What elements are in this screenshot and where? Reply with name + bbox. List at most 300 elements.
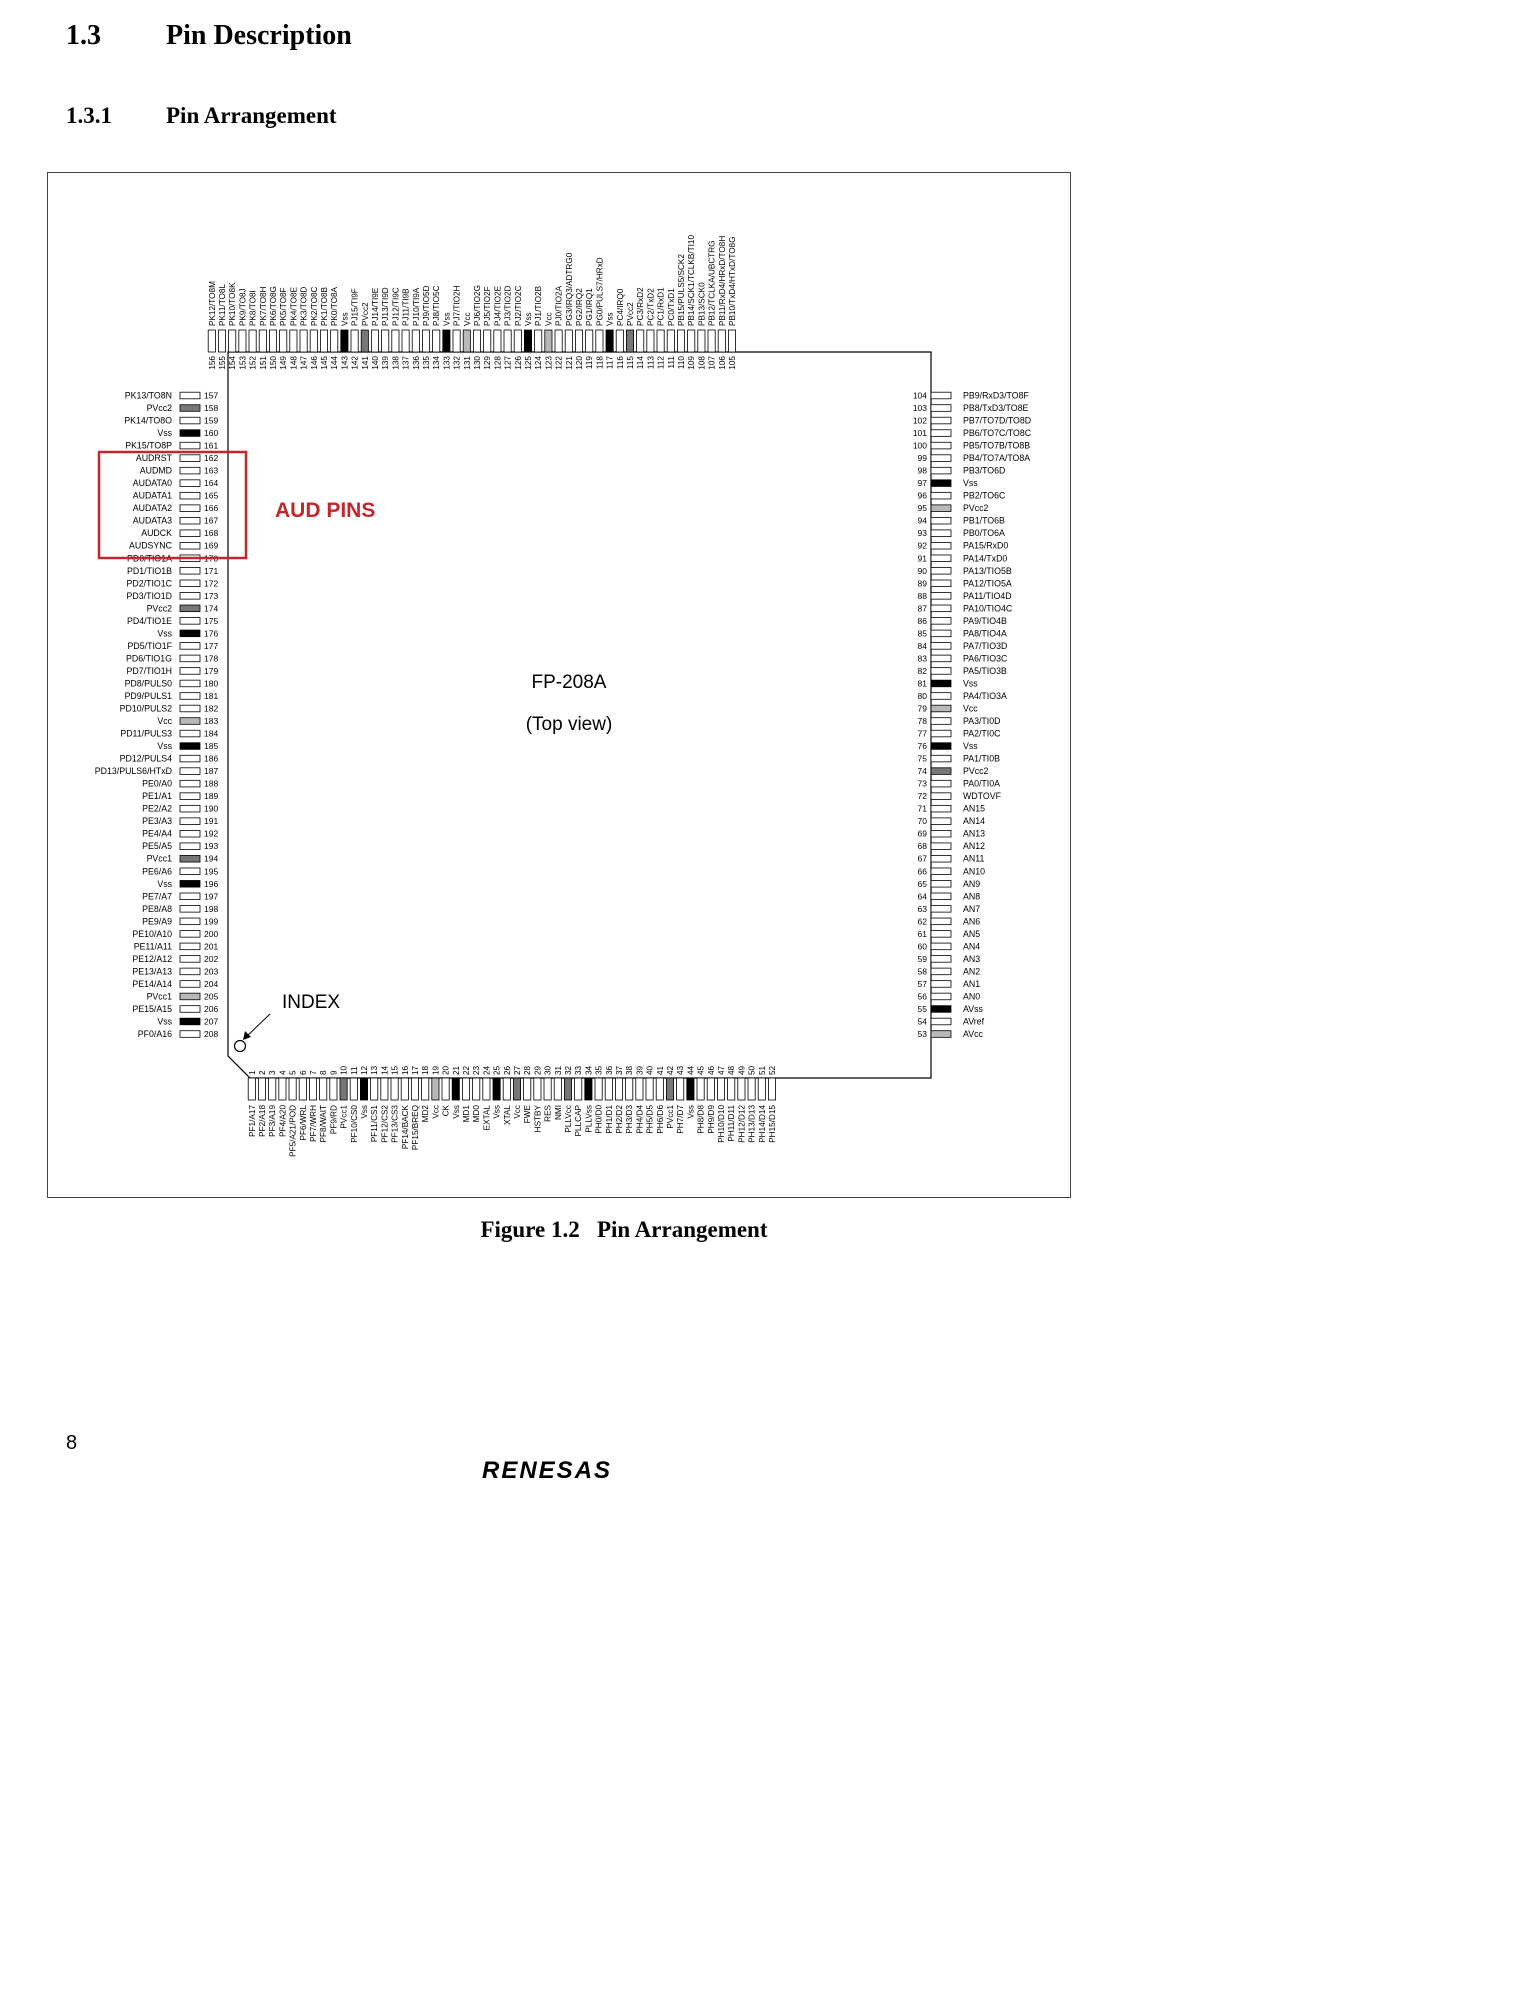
pin-135-number: 135 — [422, 356, 431, 370]
pin-32-name-pllvcc: PLLVcc — [564, 1105, 573, 1133]
pin-63-number: 63 — [917, 903, 927, 914]
pin-91-number: 91 — [917, 553, 927, 564]
pin-102-name-pb7-to7d-to8d: PB7/TO7D/TO8D — [963, 415, 1032, 426]
pin-153-lead — [239, 330, 246, 352]
pin-165-number: 165 — [204, 490, 219, 501]
pin-76-name-vss: Vss — [963, 741, 978, 752]
pin-36-lead — [605, 1078, 612, 1100]
pin-161-number: 161 — [204, 440, 219, 451]
pin-139-number: 139 — [381, 356, 391, 370]
pin-50-lead — [748, 1078, 755, 1100]
pin-69-number: 69 — [917, 828, 927, 839]
pin-121-name-pg3-irq3-adtrg0: PG3/IRQ3/ADTRG0 — [564, 252, 574, 326]
pin-130-name-pj6-tio2g: PJ6/TIO2G — [473, 285, 482, 326]
pin-80-lead — [931, 693, 951, 700]
pin-85-number: 85 — [917, 628, 927, 639]
pin-138-number: 138 — [391, 356, 401, 370]
pin-28-name-fwe: FWE — [523, 1105, 533, 1124]
pin-206-number: 206 — [204, 1003, 219, 1014]
pin-74-lead — [931, 768, 951, 775]
pin-40-number: 40 — [645, 1065, 655, 1075]
pin-120-lead — [575, 330, 582, 352]
pin-87-number: 87 — [917, 603, 927, 614]
pin-82-lead — [931, 668, 951, 675]
pin-12-lead — [360, 1078, 367, 1100]
pin-123-name-vcc: Vcc — [544, 312, 554, 326]
pin-2-lead — [258, 1078, 265, 1100]
pin-53-number: 53 — [917, 1029, 927, 1040]
pin-8-name-pf8-wait: PF8/WAIT — [319, 1105, 329, 1143]
pin-140-lead — [371, 330, 378, 352]
pin-146-lead — [310, 330, 317, 352]
pin-1-lead — [248, 1078, 255, 1100]
pin-87-name-pa10-tio4c: PA10/TIO4C — [963, 603, 1013, 614]
pin-164-number: 164 — [204, 478, 219, 489]
pin-168-number: 168 — [204, 528, 219, 539]
pin-207-number: 207 — [204, 1016, 219, 1027]
pin-8-lead — [320, 1078, 327, 1100]
section-number: 1.3 — [66, 20, 101, 51]
pin-84-lead — [931, 643, 951, 650]
section-title: Pin Description — [166, 20, 352, 51]
pin-191-lead — [180, 818, 200, 825]
pin-32-number: 32 — [564, 1065, 573, 1075]
pin-133-number: 133 — [442, 356, 452, 370]
pin-30-name-res: RES — [543, 1105, 553, 1122]
pin-51-name-ph14-d14: PH14/D14 — [757, 1105, 767, 1143]
pin-114-name-pc3-rxd2: PC3/RxD2 — [636, 287, 646, 326]
pin-26-number: 26 — [502, 1065, 512, 1075]
pin-207-lead — [180, 1018, 200, 1025]
pin-132-lead — [453, 330, 460, 352]
pin-197-name-pe7-a7: PE7/A7 — [142, 891, 172, 902]
pin-102-number: 102 — [912, 415, 927, 426]
pin-162-number: 162 — [204, 453, 219, 464]
pin-180-lead — [180, 680, 200, 687]
pin-39-lead — [636, 1078, 643, 1100]
pin-78-number: 78 — [917, 716, 927, 727]
pin-75-number: 75 — [917, 753, 927, 764]
pin-124-name-pj1-tio2b: PJ1/TIO2B — [534, 285, 544, 326]
pin-129-number: 129 — [483, 356, 493, 370]
pin-17-lead — [411, 1078, 418, 1100]
pin-175-lead — [180, 618, 200, 625]
pin-98-number: 98 — [917, 465, 927, 476]
pin-196-number: 196 — [204, 878, 219, 889]
pin-119-name-pg1-irq1: PG1/IRQ1 — [585, 288, 595, 326]
pin-160-number: 160 — [204, 428, 219, 439]
pin-90-name-pa13-tio5b: PA13/TIO5B — [963, 565, 1012, 576]
pin-97-lead — [931, 480, 951, 487]
pin-92-number: 92 — [917, 540, 927, 551]
pin-133-name-vss: Vss — [442, 312, 452, 326]
pin-9-lead — [330, 1078, 337, 1100]
pin-187-number: 187 — [204, 766, 219, 777]
pin-133-lead — [443, 330, 450, 352]
pin-159-number: 159 — [204, 415, 219, 426]
pin-152-number: 152 — [248, 356, 258, 370]
pin-156-lead — [208, 330, 215, 352]
pin-199-name-pe9-a9: PE9/A9 — [142, 916, 172, 927]
pin-53-name-avcc: AVcc — [963, 1029, 983, 1040]
pin-129-lead — [484, 330, 491, 352]
pin-47-number: 47 — [717, 1065, 726, 1075]
pin-41-lead — [656, 1078, 663, 1100]
pin-190-lead — [180, 805, 200, 812]
pin-144-name-pk0-to8a: PK0/TO8A — [330, 287, 340, 326]
pin-171-number: 171 — [204, 565, 219, 576]
pin-45-lead — [697, 1078, 704, 1100]
pin-91-name-pa14-txd0: PA14/TxD0 — [963, 553, 1008, 564]
pin-160-name-vss: Vss — [157, 428, 172, 439]
pin-102-lead — [931, 417, 951, 424]
pin-82-name-pa5-tio3b: PA5/TIO3B — [963, 665, 1007, 676]
pin-185-number: 185 — [204, 741, 219, 752]
pin-205-number: 205 — [204, 991, 219, 1002]
pin-39-number: 39 — [635, 1065, 645, 1075]
pin-131-lead — [463, 330, 470, 352]
pin-129-name-pj5-tio2f: PJ5/TIO2F — [483, 286, 493, 326]
pin-128-name-pj4-tio2e: PJ4/TIO2E — [493, 285, 503, 326]
pin-178-number: 178 — [204, 653, 219, 664]
renesas-logo — [482, 1455, 642, 1490]
pin-195-name-pe6-a6: PE6/A6 — [142, 866, 172, 877]
pin-82-number: 82 — [917, 665, 927, 676]
pin-95-lead — [931, 505, 951, 512]
pin-44-name-vss: Vss — [686, 1105, 696, 1119]
pin-37-lead — [615, 1078, 622, 1100]
pin-149-lead — [280, 330, 287, 352]
pin-101-name-pb6-to7c-to8c: PB6/TO7C/TO8C — [963, 428, 1032, 439]
pin-109-name-pb14-sck1-tclkb-ti10: PB14/SCK1/TCLKB/TI10 — [687, 234, 697, 326]
pin-122-name-pj0-tio2a: PJ0/TIO2A — [554, 285, 564, 326]
pin-26-name-xtal: XTAL — [502, 1105, 512, 1125]
pin-169-lead — [180, 542, 200, 549]
pin-147-number: 147 — [299, 356, 309, 370]
section-heading — [66, 20, 352, 52]
pin-9-number: 9 — [329, 1070, 339, 1075]
pin-156-number: 156 — [207, 356, 217, 370]
pin-117-lead — [606, 330, 613, 352]
pin-71-lead — [931, 805, 951, 812]
pin-67-number: 67 — [917, 853, 927, 864]
pin-80-number: 80 — [917, 690, 927, 701]
pin-32-lead — [564, 1078, 571, 1100]
pin-186-number: 186 — [204, 753, 219, 764]
pin-148-lead — [290, 330, 297, 352]
pin-116-lead — [616, 330, 623, 352]
pin-64-name-an8: AN8 — [963, 891, 981, 902]
pin-175-name-pd4-tio1e: PD4/TIO1E — [127, 615, 172, 626]
figure-caption-title: Pin Arrangement — [596, 1217, 768, 1242]
pin-181-name-pd9-puls1: PD9/PULS1 — [124, 690, 172, 701]
pin-1-name-pf1-a17: PF1/A17 — [247, 1105, 257, 1137]
pin-187-name-pd13-puls6-htxd: PD13/PULS6/HTxD — [94, 766, 172, 777]
pin-141-lead — [361, 330, 368, 352]
pin-3-lead — [269, 1078, 276, 1100]
pin-42-name-pvcc1: PVcc1 — [666, 1105, 675, 1129]
pin-4-number: 4 — [278, 1070, 288, 1075]
pin-5-name-pf5-a21-pod: PF5/A21/POD — [288, 1105, 298, 1157]
pin-20-number: 20 — [441, 1065, 451, 1075]
pin-65-lead — [931, 880, 951, 887]
pin-33-name-pllcap: PLLCAP — [574, 1105, 584, 1137]
pin-12-number: 12 — [360, 1065, 369, 1075]
pin-175-number: 175 — [204, 615, 219, 626]
pin-103-name-pb8-txd3-to8e: PB8/TxD3/TO8E — [963, 403, 1029, 414]
pin-42-lead — [666, 1078, 673, 1100]
pin-112-number: 112 — [656, 356, 666, 370]
pin-25-lead — [493, 1078, 500, 1100]
pin-158-number: 158 — [204, 403, 219, 414]
pin-150-name-pk6-to8g: PK6/TO8G — [269, 286, 278, 326]
pin-65-number: 65 — [917, 878, 927, 889]
pin-118-name-pg0-puls7-hrxd: PG0/PULS7/HRxD — [595, 257, 605, 326]
pin-48-number: 48 — [727, 1065, 737, 1075]
pin-29-lead — [534, 1078, 541, 1100]
pin-39-name-ph4-d4: PH4/D4 — [635, 1105, 645, 1134]
pin-13-number: 13 — [370, 1065, 380, 1075]
pin-124-number: 124 — [534, 356, 544, 370]
pin-115-lead — [626, 330, 633, 352]
pin-6-name-pf6-wrl: PF6/WRL — [298, 1105, 308, 1141]
pin-166-lead — [180, 505, 200, 512]
pin-33-lead — [575, 1078, 582, 1100]
pin-62-lead — [931, 918, 951, 925]
pin-112-name-pc1-rxd1: PC1/RxD1 — [656, 287, 666, 326]
pin-68-lead — [931, 843, 951, 850]
figure-caption-label: Figure 1.2 — [480, 1217, 580, 1242]
pin-142-name-pj15-ti9f: PJ15/TI9F — [350, 288, 360, 326]
pin-54-name-avref: AVref — [963, 1016, 985, 1027]
pin-168-name-audck: AUDCK — [141, 528, 172, 539]
pin-186-name-pd12-puls4: PD12/PULS4 — [119, 753, 172, 764]
pin-6-number: 6 — [298, 1070, 308, 1075]
pin-48-name-ph11-d11: PH11/D11 — [727, 1105, 737, 1142]
pin-116-number: 116 — [615, 356, 625, 370]
pin-41-number: 41 — [655, 1065, 665, 1075]
pin-198-name-pe8-a8: PE8/A8 — [142, 903, 172, 914]
pin-60-lead — [931, 943, 951, 950]
pin-143-number: 143 — [340, 356, 350, 370]
pin-20-lead — [442, 1078, 449, 1100]
pin-171-name-pd1-tio1b: PD1/TIO1B — [127, 565, 172, 576]
pin-170-name-pd0-tio1a: PD0/TIO1A — [127, 553, 172, 564]
pin-66-name-an10: AN10 — [963, 866, 986, 877]
pin-74-name-pvcc2: PVcc2 — [963, 766, 989, 777]
pin-191-number: 191 — [204, 816, 219, 827]
pin-204-lead — [180, 981, 200, 988]
pin-55-lead — [931, 1006, 951, 1013]
pin-109-lead — [688, 330, 695, 352]
pin-58-name-an2: AN2 — [963, 966, 981, 977]
pin-134-name-pj8-tio5c: PJ8/TIO5C — [432, 285, 442, 326]
pin-28-lead — [524, 1078, 531, 1100]
pin-192-number: 192 — [204, 828, 219, 839]
pin-137-name-pj11-ti9b: PJ11/TI9B — [401, 288, 411, 326]
pin-55-number: 55 — [917, 1003, 927, 1014]
pin-93-lead — [931, 530, 951, 537]
pin-29-number: 29 — [533, 1065, 543, 1075]
pin-115-name-pvcc2: PVcc2 — [626, 302, 635, 326]
pin-121-lead — [565, 330, 572, 352]
pin-83-name-pa6-tio3c: PA6/TIO3C — [963, 653, 1008, 664]
pin-4-name-pf4-a20: PF4/A20 — [278, 1105, 288, 1137]
pin-145-lead — [320, 330, 327, 352]
pin-86-lead — [931, 618, 951, 625]
pin-109-number: 109 — [687, 356, 697, 370]
pin-70-name-an14: AN14 — [963, 816, 986, 827]
pin-89-lead — [931, 580, 951, 587]
pin-177-lead — [180, 643, 200, 650]
pin-30-number: 30 — [543, 1065, 553, 1075]
pin-164-lead — [180, 480, 200, 487]
pin-56-number: 56 — [917, 991, 927, 1002]
pin-76-number: 76 — [917, 741, 927, 752]
pin-11-name-pf10-cs0: PF10/CS0 — [349, 1105, 359, 1143]
pin-149-name-pk5-to8f: PK5/TO8F — [279, 287, 289, 326]
pin-15-number: 15 — [390, 1065, 400, 1075]
renesas-logo-text: RENESAS — [482, 1457, 613, 1484]
pin-88-name-pa11-tio4d: PA11/TIO4D — [963, 590, 1012, 601]
pin-79-name-vcc: Vcc — [963, 703, 978, 714]
pin-174-name-pvcc2: PVcc2 — [146, 603, 172, 614]
pin-103-lead — [931, 405, 951, 412]
pin-126-number: 126 — [513, 356, 523, 370]
pin-159-lead — [180, 417, 200, 424]
pin-132-number: 132 — [452, 356, 462, 370]
pin-196-name-vss: Vss — [157, 878, 172, 889]
pin-13-name-pf11-cs1: PF11/CS1 — [370, 1105, 380, 1143]
pin-79-lead — [931, 705, 951, 712]
pin-77-name-pa2-ti0c: PA2/TI0C — [963, 728, 1001, 739]
pin-198-number: 198 — [204, 903, 219, 914]
pin-60-name-an4: AN4 — [963, 941, 981, 952]
pin-112-lead — [657, 330, 664, 352]
pin-45-number: 45 — [696, 1065, 706, 1075]
pin-58-number: 58 — [917, 966, 927, 977]
pin-117-number: 117 — [605, 356, 615, 370]
pin-190-number: 190 — [204, 803, 219, 814]
pin-2-name-pf2-a18: PF2/A18 — [258, 1105, 267, 1137]
pin-114-lead — [637, 330, 644, 352]
pin-44-number: 44 — [686, 1065, 696, 1075]
pin-78-lead — [931, 718, 951, 725]
pin-86-number: 86 — [917, 615, 927, 626]
pin-61-number: 61 — [917, 928, 927, 939]
pin-104-lead — [931, 392, 951, 399]
pin-27-lead — [513, 1078, 520, 1100]
pin-9-name-pf9-rd: PF9/RD — [329, 1105, 339, 1135]
pin-157-name-pk13-to8n: PK13/TO8N — [124, 390, 172, 401]
pin-31-name-nmi: NMI — [553, 1105, 563, 1121]
pin-167-lead — [180, 517, 200, 524]
pin-149-number: 149 — [279, 356, 289, 370]
pin-141-number: 141 — [360, 356, 370, 370]
pin-143-lead — [341, 330, 348, 352]
pin-21-lead — [452, 1078, 459, 1100]
pin-55-name-avss: AVss — [963, 1003, 983, 1014]
pin-70-lead — [931, 818, 951, 825]
pin-123-lead — [545, 330, 552, 352]
pin-111-number: 111 — [666, 356, 676, 369]
pin-81-number: 81 — [917, 678, 927, 689]
pin-174-number: 174 — [204, 603, 219, 614]
pin-185-name-vss: Vss — [157, 741, 172, 752]
pin-136-lead — [412, 330, 419, 352]
pin-100-name-pb5-to7b-to8b: PB5/TO7B/TO8B — [963, 440, 1031, 451]
pin-152-name-pk8-to8i: PK8/TO8I — [248, 290, 258, 326]
pin-93-number: 93 — [917, 528, 927, 539]
pin-44-lead — [687, 1078, 694, 1100]
pin-45-name-ph8-d8: PH8/D8 — [696, 1105, 706, 1134]
pin-3-number: 3 — [268, 1070, 278, 1075]
pin-198-lead — [180, 906, 200, 913]
pin-65-name-an9: AN9 — [963, 878, 981, 889]
pin-153-name-pk9-to8j: PK9/TO8J — [238, 288, 248, 326]
pin-24-number: 24 — [482, 1065, 492, 1075]
pin-147-lead — [300, 330, 307, 352]
pin-189-name-pe1-a1: PE1/A1 — [142, 791, 172, 802]
pin-50-name-ph13-d13: PH13/D13 — [747, 1105, 757, 1143]
pin-67-name-an11: AN11 — [963, 853, 985, 864]
pin-59-lead — [931, 956, 951, 963]
pin-49-number: 49 — [737, 1065, 747, 1075]
pin-92-lead — [931, 542, 951, 549]
pin-136-name-pj10-ti9a: PJ10/TI9A — [411, 287, 421, 326]
pin-192-name-pe4-a4: PE4/A4 — [142, 828, 172, 839]
pin-54-lead — [931, 1018, 951, 1025]
pin-64-lead — [931, 893, 951, 900]
pin-163-name-audmd: AUDMD — [139, 465, 172, 476]
pin-48-lead — [728, 1078, 735, 1100]
pin-73-name-pa0-ti0a: PA0/TI0A — [963, 778, 1000, 789]
pin-80-name-pa4-tio3a: PA4/TIO3A — [963, 690, 1007, 701]
pin-137-lead — [402, 330, 409, 352]
pin-172-number: 172 — [204, 578, 219, 589]
pin-35-number: 35 — [594, 1065, 604, 1075]
pin-62-name-an6: AN6 — [963, 916, 981, 927]
pin-115-number: 115 — [626, 356, 635, 370]
pin-97-number: 97 — [917, 478, 927, 489]
pin-34-lead — [585, 1078, 592, 1100]
pins-left-column — [95, 391, 219, 1040]
pin-150-number: 150 — [269, 356, 278, 370]
pin-92-name-pa15-rxd0: PA15/RxD0 — [963, 540, 1009, 551]
pin-81-lead — [931, 680, 951, 687]
pin-201-name-pe11-a11: PE11/A11 — [133, 941, 172, 952]
pin-43-name-ph7-d7: PH7/D7 — [676, 1105, 686, 1134]
pin-69-name-an13: AN13 — [963, 828, 986, 839]
pin-5-lead — [289, 1078, 296, 1100]
pin-68-name-an12: AN12 — [963, 841, 986, 852]
subsection-title: Pin Arrangement — [166, 103, 337, 128]
pin-113-name-pc2-txd2: PC2/TxD2 — [646, 288, 656, 326]
pin-24-lead — [483, 1078, 490, 1100]
pin-127-number: 127 — [503, 356, 513, 370]
pin-141-name-pvcc2: PVcc2 — [360, 302, 370, 326]
pin-205-lead — [180, 993, 200, 1000]
pin-14-number: 14 — [380, 1065, 390, 1075]
pin-162-lead — [180, 455, 200, 462]
pin-181-lead — [180, 693, 200, 700]
pin-99-name-pb4-to7a-to8a: PB4/TO7A/TO8A — [963, 453, 1031, 464]
pin-72-lead — [931, 793, 951, 800]
pin-204-name-pe14-a14: PE14/A14 — [132, 978, 172, 989]
pin-113-number: 113 — [646, 356, 656, 370]
pin-153-number: 153 — [238, 356, 248, 370]
pin-47-name-ph10-d10: PH10/D10 — [717, 1105, 726, 1143]
